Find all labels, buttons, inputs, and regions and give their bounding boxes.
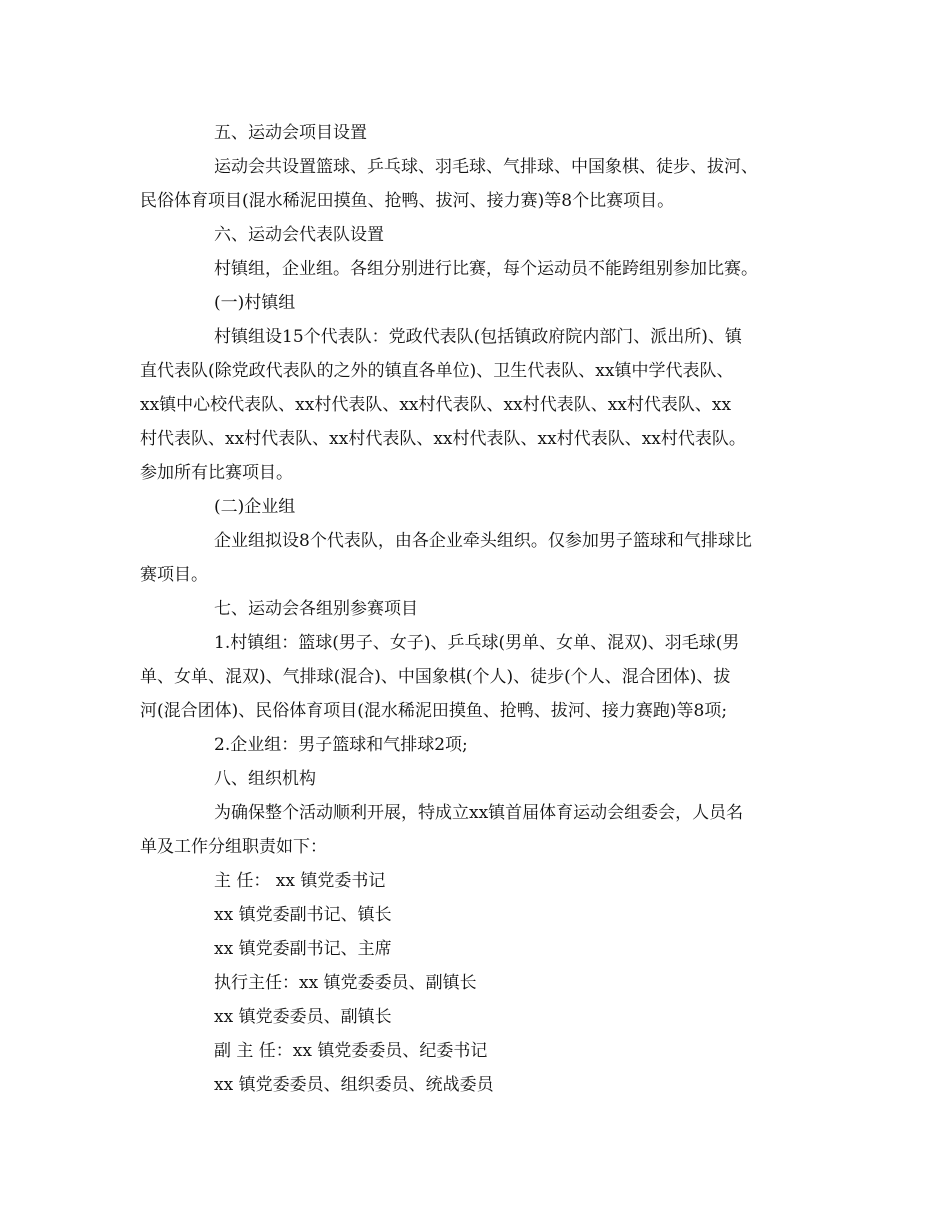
paragraph-line: 2.企业组：男子篮球和气排球2项;	[214, 735, 468, 755]
committee-member-line: 执行主任：xx 镇党委委员、副镇长	[214, 973, 477, 993]
committee-member-line: 副 主 任：xx 镇党委委员、纪委书记	[214, 1041, 488, 1061]
section-heading-8: 八、组织机构	[214, 769, 316, 789]
paragraph-line: 参加所有比赛项目。	[140, 463, 293, 483]
paragraph-line: 赛项目。	[140, 565, 208, 585]
committee-member-line: xx 镇党委副书记、主席	[214, 939, 392, 959]
paragraph-line: 单、女单、混双)、气排球(混合)、中国象棋(个人)、徒步(个人、混合团体)、拔	[140, 667, 731, 687]
paragraph-line: 单及工作分组职责如下：	[140, 837, 327, 857]
paragraph-line: 河(混合团体)、民俗体育项目(混水稀泥田摸鱼、抢鸭、拔河、接力赛跑)等8项;	[140, 701, 728, 721]
paragraph-line: 运动会共设置篮球、乒乓球、羽毛球、气排球、中国象棋、徒步、拔河、	[214, 157, 758, 177]
paragraph-line: 企业组拟设8个代表队，由各企业牵头组织。仅参加男子篮球和气排球比	[214, 531, 752, 551]
document-body	[140, 116, 830, 1102]
paragraph-line: 村代表队、xx村代表队、xx村代表队、xx村代表队、xx村代表队、xx村代表队。	[140, 429, 746, 449]
paragraph-line: 村镇组设15个代表队：党政代表队(包括镇政府院内部门、派出所)、镇	[214, 327, 742, 347]
section-heading-7: 七、运动会各组别参赛项目	[214, 599, 418, 619]
section-heading-6: 六、运动会代表队设置	[214, 225, 384, 245]
subsection-heading-village: (一)村镇组	[214, 293, 296, 313]
paragraph-line: 直代表队(除党政代表队的之外的镇直各单位)、卫生代表队、xx镇中学代表队、	[140, 361, 734, 381]
paragraph-line: 民俗体育项目(混水稀泥田摸鱼、抢鸭、拔河、接力赛)等8个比赛项目。	[140, 191, 675, 211]
paragraph-line: 1.村镇组：篮球(男子、女子)、乒乓球(男单、女单、混双)、羽毛球(男	[214, 633, 740, 653]
section-heading-5: 五、运动会项目设置	[214, 123, 367, 143]
committee-member-line: xx 镇党委委员、组织委员、统战委员	[214, 1075, 494, 1095]
committee-member-line: 主 任： xx 镇党委书记	[214, 871, 386, 891]
committee-member-line: xx 镇党委副书记、镇长	[214, 905, 392, 925]
paragraph-line: 村镇组，企业组。各组分别进行比赛，每个运动员不能跨组别参加比赛。	[214, 259, 758, 279]
paragraph-line: 为确保整个活动顺利开展，特成立xx镇首届体育运动会组委会，人员名	[214, 803, 744, 823]
paragraph-line: xx镇中心校代表队、xx村代表队、xx村代表队、xx村代表队、xx村代表队、xx	[140, 395, 732, 415]
subsection-heading-enterprise: (二)企业组	[214, 497, 296, 517]
committee-member-line: xx 镇党委委员、副镇长	[214, 1007, 392, 1027]
